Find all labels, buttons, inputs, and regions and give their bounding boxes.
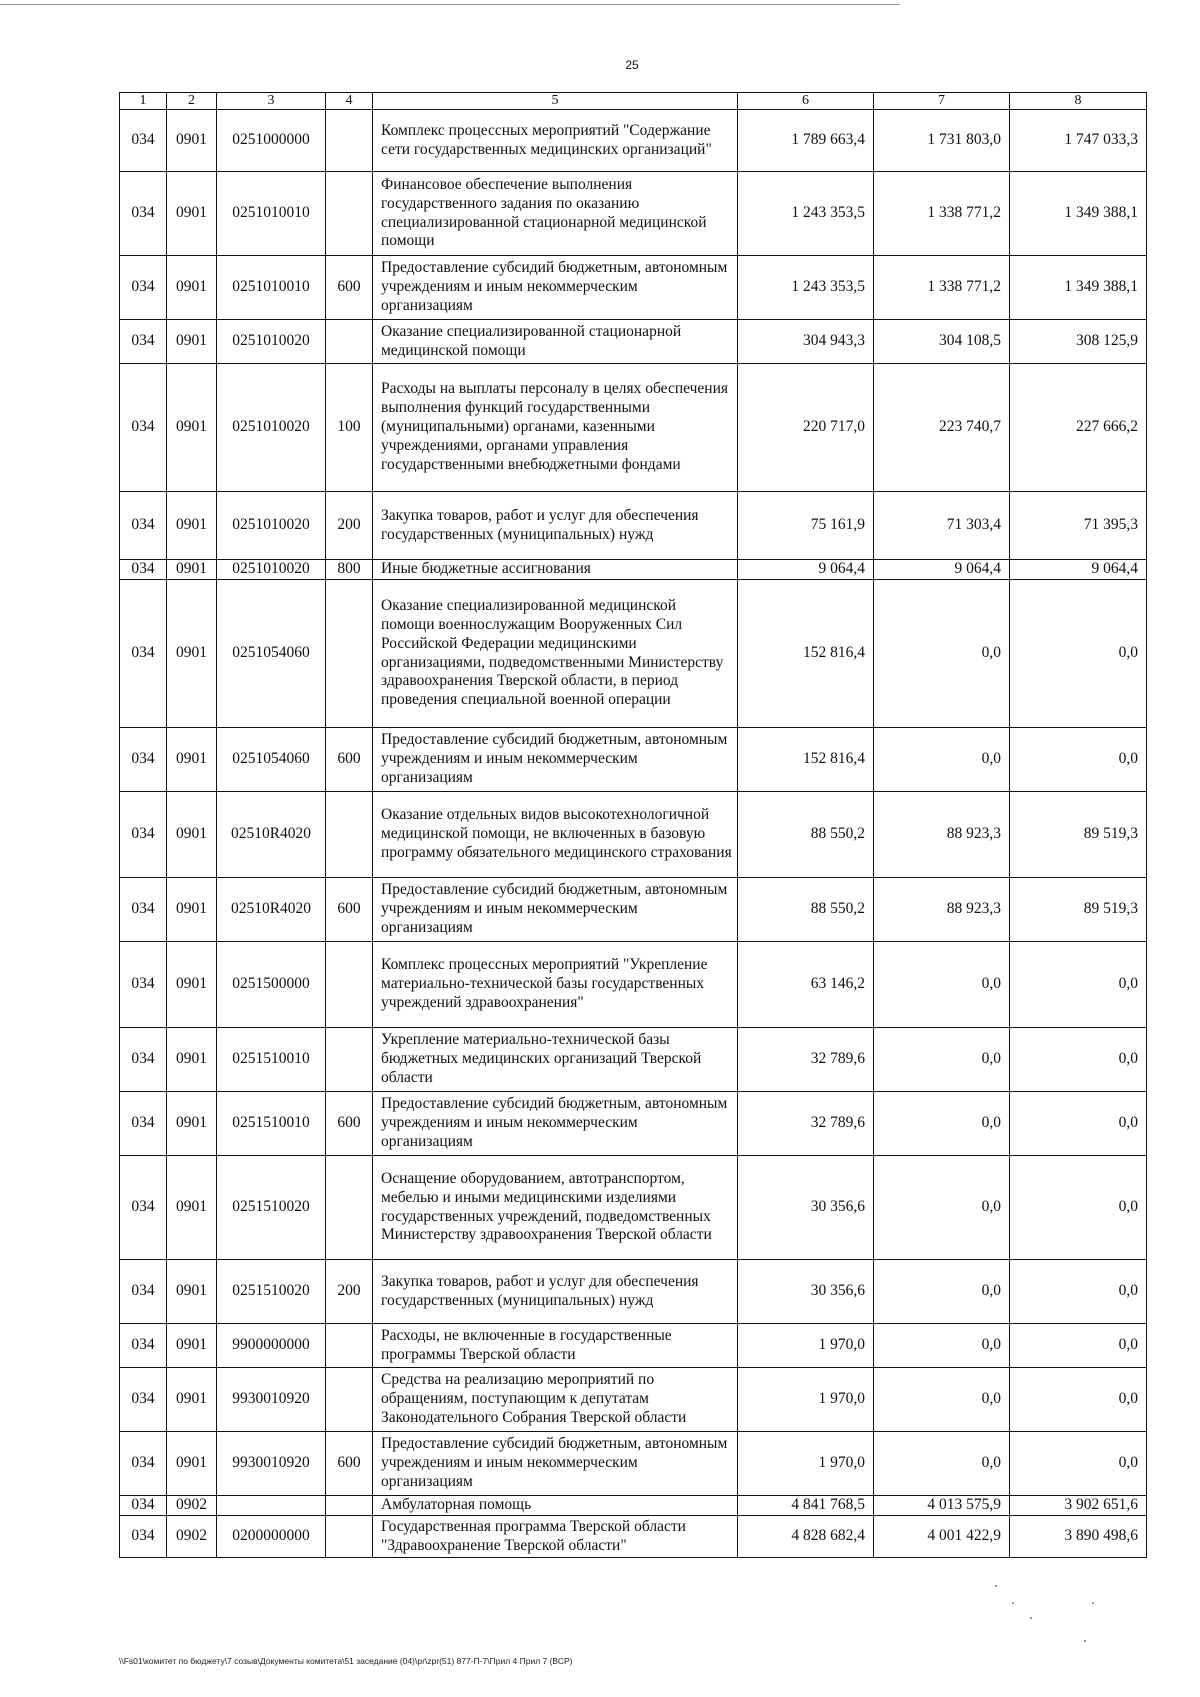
scan-speck [1084, 1640, 1086, 1642]
cell-amount-7: 223 740,7 [874, 364, 1010, 492]
footer-file-path: \\Fs01\комитет по бюджету\7 созыв\Документы комитета\51 заседание (04)\pr\zpr(51) 877-П-7\Прил 4 Прил 7 (ВСР) [119, 1656, 573, 1666]
cell-target: 0251054060 [217, 580, 326, 728]
table-row [120, 728, 1147, 792]
cell-target [217, 1496, 326, 1516]
cell-amount-6: 88 550,2 [738, 792, 874, 878]
cell-amount-6: 32 789,6 [738, 1092, 874, 1156]
scan-speck [995, 1585, 997, 1587]
cell-description: Иные бюджетные ассигнования [373, 560, 738, 580]
header-col-4: 4 [326, 93, 373, 110]
cell-ministry: 034 [120, 942, 167, 1028]
table-row [120, 110, 1147, 172]
cell-amount-6: 152 816,4 [738, 580, 874, 728]
table-row [120, 1432, 1147, 1496]
cell-amount-6: 304 943,3 [738, 320, 874, 364]
cell-amount-6: 4 841 768,5 [738, 1496, 874, 1516]
cell-amount-7: 0,0 [874, 580, 1010, 728]
cell-ministry: 034 [120, 1324, 167, 1368]
cell-target: 0200000000 [217, 1516, 326, 1558]
cell-ministry: 034 [120, 1092, 167, 1156]
cell-section: 0901 [167, 1260, 217, 1324]
header-col-3: 3 [217, 93, 326, 110]
table-row [120, 1156, 1147, 1260]
cell-ministry: 034 [120, 580, 167, 728]
cell-ministry: 034 [120, 792, 167, 878]
table-row [120, 364, 1147, 492]
cell-expense-type: 800 [326, 560, 373, 580]
cell-section: 0902 [167, 1496, 217, 1516]
cell-amount-7: 1 338 771,2 [874, 172, 1010, 256]
cell-description: Предоставление субсидий бюджетным, автономным учреждениям и иным некоммерческим организациям [373, 1432, 738, 1496]
cell-ministry: 034 [120, 728, 167, 792]
cell-description: Предоставление субсидий бюджетным, автономным учреждениям и иным некоммерческим организациям [373, 728, 738, 792]
cell-amount-7: 0,0 [874, 942, 1010, 1028]
cell-description: Оказание специализированной стационарной медицинской помощи [373, 320, 738, 364]
cell-amount-6: 1 243 353,5 [738, 256, 874, 320]
cell-expense-type [326, 1496, 373, 1516]
cell-amount-6: 1 789 663,4 [738, 110, 874, 172]
cell-ministry: 034 [120, 1516, 167, 1558]
cell-section: 0901 [167, 1368, 217, 1432]
cell-section: 0902 [167, 1516, 217, 1558]
cell-section: 0901 [167, 1156, 217, 1260]
cell-section: 0901 [167, 792, 217, 878]
cell-expense-type [326, 1028, 373, 1092]
table-row [120, 1516, 1147, 1558]
cell-amount-8: 71 395,3 [1010, 492, 1147, 560]
cell-amount-7: 1 731 803,0 [874, 110, 1010, 172]
cell-expense-type: 600 [326, 728, 373, 792]
cell-target: 9930010920 [217, 1432, 326, 1496]
cell-amount-8: 0,0 [1010, 1156, 1147, 1260]
cell-ministry: 034 [120, 878, 167, 942]
cell-section: 0901 [167, 110, 217, 172]
cell-amount-6: 30 356,6 [738, 1156, 874, 1260]
cell-amount-8: 0,0 [1010, 1028, 1147, 1092]
cell-description: Комплекс процессных мероприятий "Содержание сети государственных медицинских организаций" [373, 110, 738, 172]
cell-target: 02510R4020 [217, 792, 326, 878]
cell-amount-8: 0,0 [1010, 728, 1147, 792]
cell-description: Средства на реализацию мероприятий по обращениям, поступающим к депутатам Законодательного Собрания Тверской области [373, 1368, 738, 1432]
cell-amount-6: 1 970,0 [738, 1432, 874, 1496]
cell-description: Закупка товаров, работ и услуг для обеспечения государственных (муниципальных) нужд [373, 1260, 738, 1324]
cell-expense-type: 600 [326, 256, 373, 320]
header-col-2: 2 [167, 93, 217, 110]
cell-amount-7: 0,0 [874, 1368, 1010, 1432]
cell-ministry: 034 [120, 172, 167, 256]
header-col-6: 6 [738, 93, 874, 110]
cell-expense-type [326, 792, 373, 878]
table-row [120, 1092, 1147, 1156]
cell-ministry: 034 [120, 256, 167, 320]
cell-amount-7: 0,0 [874, 1092, 1010, 1156]
table-row [120, 492, 1147, 560]
cell-section: 0901 [167, 1324, 217, 1368]
table-row [120, 942, 1147, 1028]
table-row [120, 560, 1147, 580]
cell-section: 0901 [167, 1028, 217, 1092]
cell-ministry: 034 [120, 320, 167, 364]
cell-description: Предоставление субсидий бюджетным, автономным учреждениям и иным некоммерческим организациям [373, 1092, 738, 1156]
cell-amount-6: 1 970,0 [738, 1368, 874, 1432]
cell-expense-type [326, 1156, 373, 1260]
cell-amount-6: 152 816,4 [738, 728, 874, 792]
cell-amount-6: 88 550,2 [738, 878, 874, 942]
cell-target: 0251010010 [217, 256, 326, 320]
cell-amount-7: 1 338 771,2 [874, 256, 1010, 320]
cell-section: 0901 [167, 492, 217, 560]
cell-amount-7: 0,0 [874, 1156, 1010, 1260]
cell-amount-8: 227 666,2 [1010, 364, 1147, 492]
table-row [120, 1028, 1147, 1092]
cell-description: Предоставление субсидий бюджетным, автономным учреждениям и иным некоммерческим организациям [373, 256, 738, 320]
cell-amount-7: 71 303,4 [874, 492, 1010, 560]
cell-target: 0251510010 [217, 1028, 326, 1092]
cell-description: Оснащение оборудованием, автотранспортом, мебелью и иными медицинскими изделиями государственных учреждений, подведомственных Министерству здравоохранения Тверской области [373, 1156, 738, 1260]
scan-speck [1092, 1602, 1094, 1604]
cell-amount-6: 1 970,0 [738, 1324, 874, 1368]
cell-amount-6: 9 064,4 [738, 560, 874, 580]
header-col-7: 7 [874, 93, 1010, 110]
cell-target: 0251510010 [217, 1092, 326, 1156]
cell-section: 0901 [167, 1432, 217, 1496]
table-row [120, 580, 1147, 728]
cell-expense-type [326, 942, 373, 1028]
cell-amount-6: 32 789,6 [738, 1028, 874, 1092]
cell-target: 0251010020 [217, 320, 326, 364]
cell-amount-8: 89 519,3 [1010, 792, 1147, 878]
cell-ministry: 034 [120, 492, 167, 560]
cell-amount-8: 1 747 033,3 [1010, 110, 1147, 172]
cell-section: 0901 [167, 942, 217, 1028]
cell-section: 0901 [167, 878, 217, 942]
cell-amount-8: 3 890 498,6 [1010, 1516, 1147, 1558]
cell-target: 0251010020 [217, 492, 326, 560]
cell-description: Расходы на выплаты персоналу в целях обеспечения выполнения функций государственными (муниципальными) органами, казенными учреждениями, органами управления государственными внебюджетными фондами [373, 364, 738, 492]
cell-amount-8: 1 349 388,1 [1010, 172, 1147, 256]
cell-amount-8: 0,0 [1010, 1432, 1147, 1496]
cell-target: 0251010020 [217, 364, 326, 492]
scan-speck [1012, 1602, 1014, 1604]
cell-amount-8: 308 125,9 [1010, 320, 1147, 364]
cell-amount-7: 0,0 [874, 1260, 1010, 1324]
cell-amount-8: 89 519,3 [1010, 878, 1147, 942]
cell-description: Государственная программа Тверской области "Здравоохранение Тверской области" [373, 1516, 738, 1558]
table-row [120, 172, 1147, 256]
cell-amount-8: 0,0 [1010, 942, 1147, 1028]
cell-target: 9930010920 [217, 1368, 326, 1432]
cell-section: 0901 [167, 580, 217, 728]
header-col-5: 5 [373, 93, 738, 110]
header-row [120, 93, 1147, 110]
cell-expense-type: 600 [326, 1092, 373, 1156]
cell-description: Амбулаторная помощь [373, 1496, 738, 1516]
cell-amount-7: 4 001 422,9 [874, 1516, 1010, 1558]
cell-description: Закупка товаров, работ и услуг для обеспечения государственных (муниципальных) нужд [373, 492, 738, 560]
cell-target: 9900000000 [217, 1324, 326, 1368]
cell-target: 0251510020 [217, 1260, 326, 1324]
cell-ministry: 034 [120, 560, 167, 580]
page-number: 25 [625, 58, 639, 72]
cell-section: 0901 [167, 728, 217, 792]
cell-expense-type [326, 580, 373, 728]
cell-amount-7: 9 064,4 [874, 560, 1010, 580]
cell-description: Комплекс процессных мероприятий "Укрепление материально-технической базы государственных учреждений здравоохранения" [373, 942, 738, 1028]
cell-ministry: 034 [120, 1432, 167, 1496]
cell-description: Предоставление субсидий бюджетным, автономным учреждениям и иным некоммерческим организациям [373, 878, 738, 942]
cell-ministry: 034 [120, 1260, 167, 1324]
cell-section: 0901 [167, 172, 217, 256]
cell-target: 0251010020 [217, 560, 326, 580]
table-row [120, 1496, 1147, 1516]
cell-amount-8: 9 064,4 [1010, 560, 1147, 580]
cell-amount-8: 1 349 388,1 [1010, 256, 1147, 320]
cell-expense-type: 600 [326, 1432, 373, 1496]
table-row [120, 256, 1147, 320]
cell-amount-6: 4 828 682,4 [738, 1516, 874, 1558]
cell-section: 0901 [167, 256, 217, 320]
cell-ministry: 034 [120, 1368, 167, 1432]
header-col-8: 8 [1010, 93, 1147, 110]
table-row [120, 1260, 1147, 1324]
cell-amount-7: 0,0 [874, 1324, 1010, 1368]
cell-expense-type [326, 1324, 373, 1368]
cell-target: 0251010010 [217, 172, 326, 256]
table-row [120, 1368, 1147, 1432]
cell-expense-type: 200 [326, 1260, 373, 1324]
cell-target: 0251000000 [217, 110, 326, 172]
cell-target: 0251500000 [217, 942, 326, 1028]
cell-expense-type: 100 [326, 364, 373, 492]
cell-amount-6: 1 243 353,5 [738, 172, 874, 256]
cell-description: Укрепление материально-технической базы бюджетных медицинских организаций Тверской области [373, 1028, 738, 1092]
cell-amount-8: 3 902 651,6 [1010, 1496, 1147, 1516]
cell-target: 0251054060 [217, 728, 326, 792]
cell-expense-type [326, 110, 373, 172]
cell-expense-type: 200 [326, 492, 373, 560]
header-col-1: 1 [120, 93, 167, 110]
cell-target: 02510R4020 [217, 878, 326, 942]
cell-amount-7: 88 923,3 [874, 878, 1010, 942]
table-row [120, 320, 1147, 364]
table-row [120, 1324, 1147, 1368]
cell-amount-8: 0,0 [1010, 1324, 1147, 1368]
cell-amount-7: 304 108,5 [874, 320, 1010, 364]
cell-description: Расходы, не включенные в государственные программы Тверской области [373, 1324, 738, 1368]
cell-amount-8: 0,0 [1010, 1368, 1147, 1432]
cell-amount-8: 0,0 [1010, 1092, 1147, 1156]
cell-amount-8: 0,0 [1010, 1260, 1147, 1324]
cell-expense-type [326, 1368, 373, 1432]
cell-amount-6: 30 356,6 [738, 1260, 874, 1324]
cell-expense-type [326, 1516, 373, 1558]
cell-amount-7: 0,0 [874, 1028, 1010, 1092]
cell-section: 0901 [167, 320, 217, 364]
cell-amount-6: 63 146,2 [738, 942, 874, 1028]
cell-amount-7: 4 013 575,9 [874, 1496, 1010, 1516]
table-row [120, 878, 1147, 942]
cell-expense-type [326, 172, 373, 256]
cell-ministry: 034 [120, 110, 167, 172]
cell-target: 0251510020 [217, 1156, 326, 1260]
cell-section: 0901 [167, 364, 217, 492]
scan-edge-line [0, 4, 900, 5]
cell-ministry: 034 [120, 1156, 167, 1260]
cell-description: Оказание специализированной медицинской помощи военнослужащим Вооруженных Сил Российской Федерации медицинскими организациями, подведомственными Министерству здравоохранения Тверской области, в период проведения специальной военной операции [373, 580, 738, 728]
cell-section: 0901 [167, 1092, 217, 1156]
cell-expense-type [326, 320, 373, 364]
cell-ministry: 034 [120, 1496, 167, 1516]
cell-amount-7: 88 923,3 [874, 792, 1010, 878]
cell-expense-type: 600 [326, 878, 373, 942]
cell-amount-6: 220 717,0 [738, 364, 874, 492]
table-row [120, 792, 1147, 878]
cell-amount-8: 0,0 [1010, 580, 1147, 728]
cell-amount-7: 0,0 [874, 728, 1010, 792]
cell-amount-7: 0,0 [874, 1432, 1010, 1496]
budget-table [119, 92, 1147, 1558]
cell-amount-6: 75 161,9 [738, 492, 874, 560]
cell-section: 0901 [167, 560, 217, 580]
cell-description: Финансовое обеспечение выполнения государственного задания по оказанию специализированной стационарной медицинской помощи [373, 172, 738, 256]
scan-speck [1030, 1617, 1032, 1619]
cell-description: Оказание отдельных видов высокотехнологичной медицинской помощи, не включенных в базовую программу обязательного медицинского страхования [373, 792, 738, 878]
cell-ministry: 034 [120, 364, 167, 492]
cell-ministry: 034 [120, 1028, 167, 1092]
